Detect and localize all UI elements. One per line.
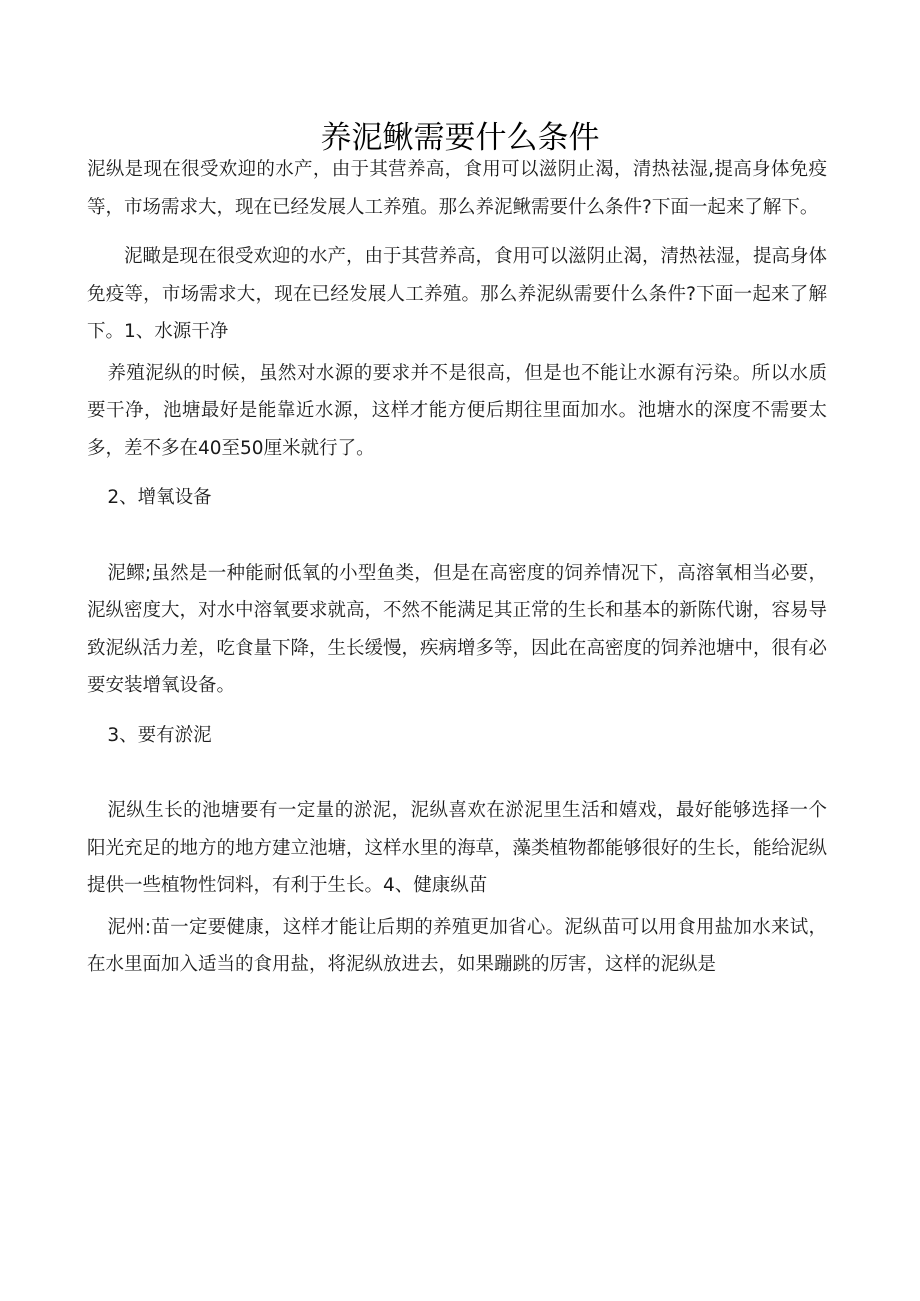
paragraph-healthy-fry: 泥州:苗一定要健康，这样才能让后期的养殖更加省心。泥纵苗可以用食用盐加水来试，在水里面加入适当的食用盐，将泥纵放进去，如果蹦跳的厉害，这样的泥纵是 <box>87 916 827 975</box>
paragraph-water-source: 养殖泥纵的时候，虽然对水源的要求并不是很高，但是也不能让水源有污染。所以水质要干净，池塘最好是能靠近水源，这样才能方便后期往里面加水。池塘水的深度不需要太多，差不多在40至50厘米就行了。 <box>87 362 827 459</box>
paragraph-aeration: 泥鳏;虽然是一种能耐低氧的小型鱼类，但是在高密度的饲养情况下，高溶氧相当必要，泥纵密度大，对水中溶氧要求就高，不然不能满足其正常的生长和基本的新陈代谢，容易导致泥纵活力差，吃食量下降，生长缓慢，疾病增多等，因此在高密度的饲养池塘中，很有必要安装增氧设备。 <box>87 562 828 696</box>
paragraph-silt: 泥纵生长的池塘要有一定量的淤泥，泥纵喜欢在淤泥里生活和嬉戏，最好能够选择一个阳光充足的地方的地方建立池塘，这样水里的海草，藻类植物都能够很好的生长，能给泥纵提供一些植物性饲料，有利于生长。4、健康纵苗 <box>87 800 828 896</box>
document-title: 养泥鳅需要什么条件 <box>320 120 600 156</box>
paragraph-intro-repeat: 泥瞰是现在很受欢迎的水产，由于其营养高，食用可以滋阴止渴，清热祛湿，提高身体免疫等，市场需求大，现在已经发展人工养殖。那么养泥纵需要什么条件?下面一起来了解下。1、水源干净 <box>87 246 828 342</box>
section-heading-silt: 3、要有淤泥 <box>107 724 212 746</box>
document-body <box>87 151 827 984</box>
section-heading-aeration: 2、增氧设备 <box>107 487 212 508</box>
paragraph-intro: 泥纵是现在很受欢迎的水产，由于其营养高，食用可以滋阴止渴，清热祛湿,提高身体免疫等，市场需求大，现在已经发展人工养殖。那么养泥鳅需要什么条件?下面一起来了解下。 <box>87 159 827 218</box>
